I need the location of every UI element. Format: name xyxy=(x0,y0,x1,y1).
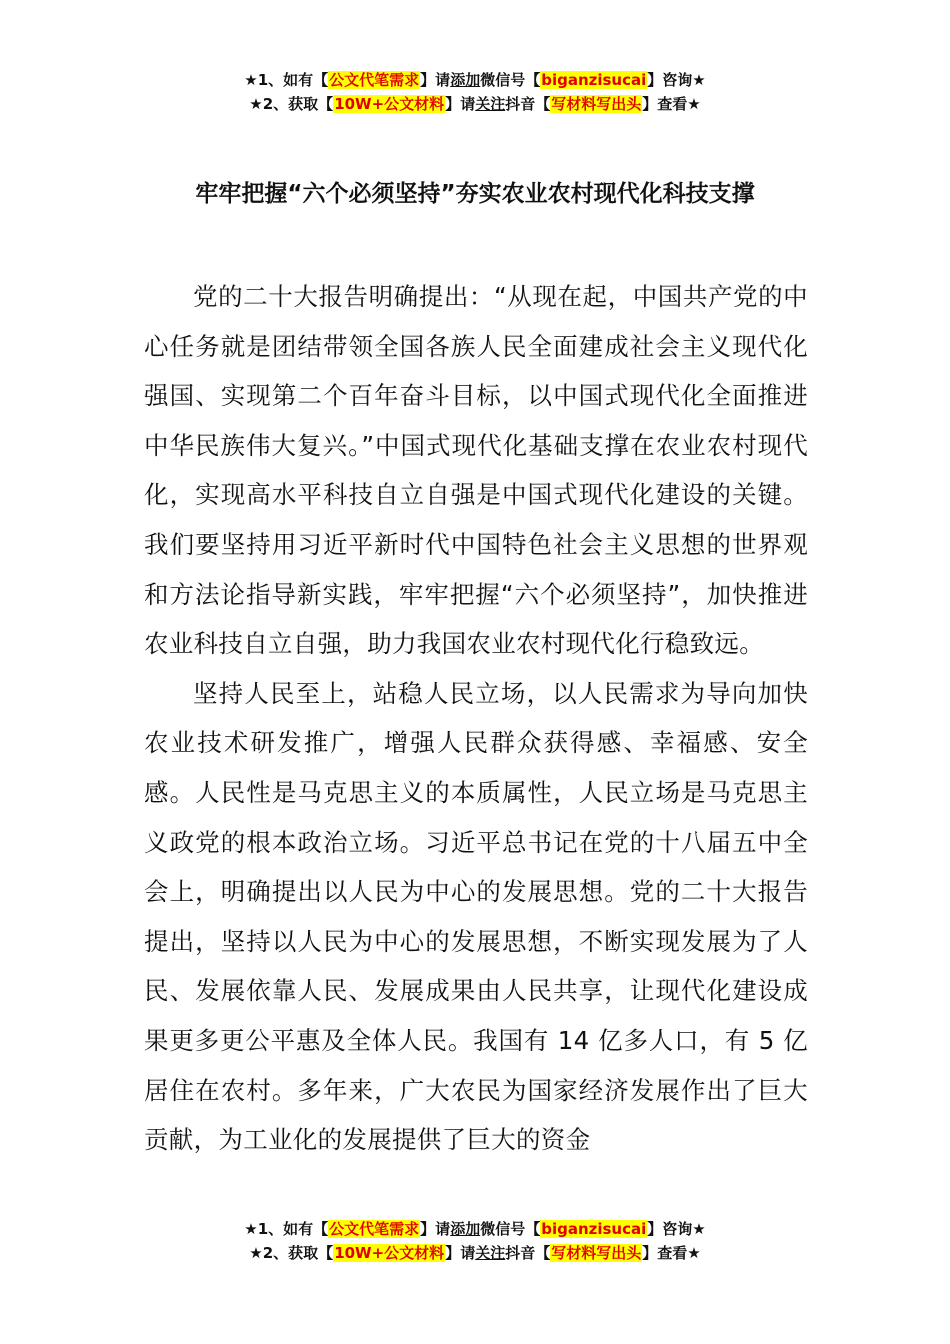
banner-highlight-douyin-id: 写材料写出头 xyxy=(551,95,642,113)
banner-highlight: 公文代笔需求 xyxy=(329,1220,420,1238)
banner-text: ★1、如有【 xyxy=(244,1220,329,1238)
document-title: 牢牢把握“六个必须坚持”夯实农业农村现代化科技支撑 xyxy=(195,181,755,207)
banner-highlight-wechat-id: biganzisucai xyxy=(541,1220,647,1238)
banner-highlight: 10W+公文材料 xyxy=(334,1244,445,1262)
banner-text: 抖音【 xyxy=(505,1244,551,1262)
banner-underlined-text: 添加 xyxy=(450,71,481,89)
body-paragraph-2: 坚持人民至上，站稳人民立场，以人民需求为导向加快农业技术研发推广，增强人民群众获得感、幸福感、安全感。人民性是马克思主义的本质属性，人民立场是马克思主义政党的根本政治立场。习近平总书记在党的十八届五中全会上，明确提出以人民为中心的发展思想。党的二十大报告提出，坚持以人民为中心的发展思想，不断实现发展为了人民、发展依靠人民、发展成果由人民共享，让现代化建设成果更多更公平惠及全体人民。我国有 14 亿多人口，有 5 亿居住在农村。多年来，广大农民为国家经济发展作出了巨大贡献，为工业化的发展提供了巨大的资金 xyxy=(144,678,808,1155)
banner-text: 】查看★ xyxy=(642,95,701,113)
banner-text: 微信号【 xyxy=(480,1220,541,1238)
banner-text: 】请 xyxy=(445,95,476,113)
banner-underlined-text: 关注 xyxy=(475,95,506,113)
banner-text: ★2、获取【 xyxy=(249,1244,334,1262)
banner-text: ★1、如有【 xyxy=(244,71,329,89)
banner-line-2 xyxy=(0,1241,950,1265)
banner-text: 】咨询★ xyxy=(647,1220,706,1238)
banner-text: 】咨询★ xyxy=(647,71,706,89)
banner-highlight-wechat-id: biganzisucai xyxy=(541,71,647,89)
footer-banner xyxy=(0,1217,950,1265)
banner-text: 微信号【 xyxy=(480,71,541,89)
banner-underlined-text: 添加 xyxy=(450,1220,481,1238)
document-body xyxy=(144,272,808,1165)
body-paragraph-1: 党的二十大报告明确提出：“从现在起，中国共产党的中心任务就是团结带领全国各族人民全面建成社会主义现代化强国、实现第二个百年奋斗目标，以中国式现代化全面推进中华民族伟大复兴。”中国式现代化基础支撑在农业农村现代化，实现高水平科技自立自强是中国式现代化建设的关键。我们要坚持用习近平新时代中国特色社会主义思想的世界观和方法论指导新实践，牢牢把握“六个必须坚持”，加快推进农业科技自立自强，助力我国农业农村现代化行稳致远。 xyxy=(144,282,808,659)
banner-text: 】请 xyxy=(445,1244,476,1262)
banner-text: 】查看★ xyxy=(642,1244,701,1262)
header-banner xyxy=(0,68,950,116)
banner-underlined-text: 关注 xyxy=(475,1244,506,1262)
banner-text: 】请 xyxy=(420,71,451,89)
banner-text: ★2、获取【 xyxy=(249,95,334,113)
banner-line-1 xyxy=(0,1217,950,1241)
banner-text: 】请 xyxy=(420,1220,451,1238)
banner-line-2 xyxy=(0,92,950,116)
banner-line-1 xyxy=(0,68,950,92)
banner-highlight: 公文代笔需求 xyxy=(329,71,420,89)
banner-text: 抖音【 xyxy=(505,95,551,113)
banner-highlight: 10W+公文材料 xyxy=(334,95,445,113)
banner-highlight-douyin-id: 写材料写出头 xyxy=(551,1244,642,1262)
